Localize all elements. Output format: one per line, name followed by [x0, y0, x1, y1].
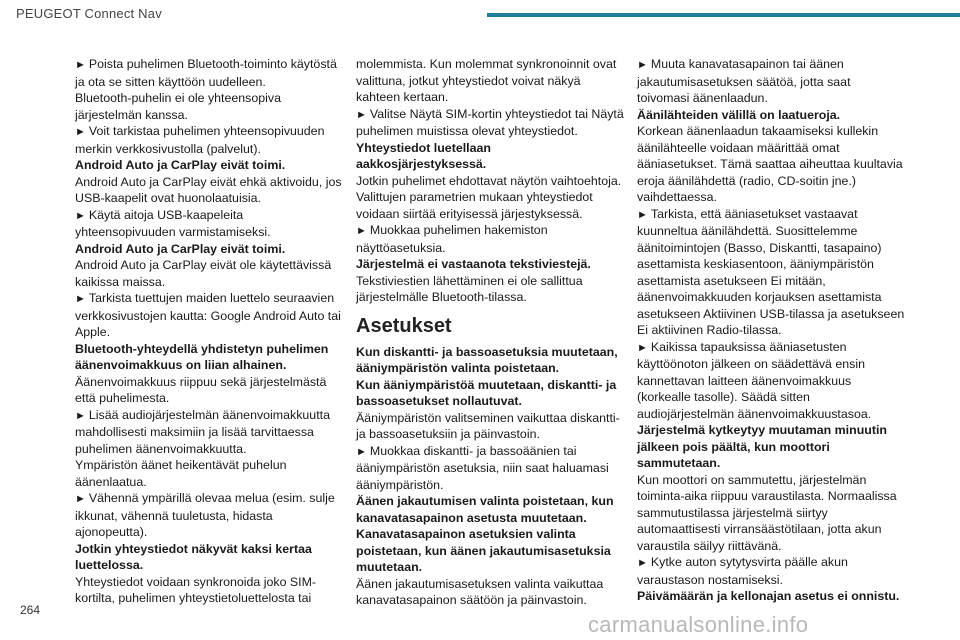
page-number: 264 [20, 603, 41, 617]
bullet-text: Voit tarkistaa puhelimen yhteensopivuuden merkin verkkosivustolla (palvelut). [75, 124, 325, 156]
bullet-paragraph [75, 207, 343, 241]
bullet-paragraph [637, 206, 905, 339]
bullet-text: Tarkista, että ääniasetukset vastaavat kuunneltua äänilähdettä. Suosittelemme äänitoimintojen (Basso, Diskantti, tasapaino) asettamista keskiasentoon, ääniympäristön asettamista asetukseen Ei mitään, äänenvoimakkuuden korjauksen asettamista asetukseen Aktiivinen USB-tilassa ja asetukseen Ei aktiivinen Radio-tilassa. [637, 206, 905, 337]
arrow-bullet-icon: ► [356, 445, 367, 458]
bullet-paragraph [356, 222, 624, 256]
bullet-paragraph [75, 123, 343, 157]
problem-heading: Järjestelmä ei vastaanota tekstiviestejä. [356, 257, 591, 271]
problem-heading: Kanavatasapainon asetuksien valinta poistetaan, kun äänen jakautumisasetuksia muutetaan. [356, 527, 611, 574]
arrow-bullet-icon: ► [356, 225, 367, 237]
arrow-bullet-icon: ► [75, 409, 86, 422]
body-paragraph: Android Auto ja CarPlay eivät ehkä aktivoidu, jos USB-kaapelit ovat huonolaatuisia. [75, 174, 342, 205]
arrow-bullet-icon: ► [637, 208, 648, 221]
problem-heading: Android Auto ja CarPlay eivät toimi. [75, 158, 286, 172]
problem-heading: Jotkin yhteystiedot näkyvät kaksi kertaa luettelossa. [75, 541, 312, 572]
bullet-paragraph [637, 554, 905, 588]
arrow-bullet-icon: ► [637, 59, 648, 71]
bullet-paragraph [356, 443, 624, 494]
bullet-text: Lisää audiojärjestelmän äänenvoimakkuutta mahdollisesti maksimiin ja lisää tarvittaessa puhelimen äänenvoimakkuutta. [75, 407, 330, 456]
body-paragraph: Android Auto ja CarPlay eivät ole käytettävissä kaikissa maissa. [75, 258, 332, 289]
bullet-text: Muuta kanavatasapainon tai äänen jakautumisasetuksen säätöä, jotta saat toivomasi äänenlaadun. [637, 57, 851, 105]
bullet-text: Muokkaa puhelimen hakemiston näyttöasetuksia. [356, 223, 548, 255]
problem-heading: Kun diskantti- ja bassoasetuksia muutetaan, ääniympäristön valinta poistetaan. [356, 344, 618, 375]
text-column-1 [75, 56, 343, 607]
body-paragraph: Korkean äänenlaadun takaamiseksi kullekin äänilähteelle voidaan määrittää omat ääniasetukset. Tämä saattaa aiheuttaa kuultavia eroja äänilähdettä (radio, CD-soitin jne.) vaihdettaessa. [637, 124, 903, 204]
arrow-bullet-icon: ► [75, 493, 86, 505]
body-paragraph: Ympäristön äänet heikentävät puhelun äänenlaatua. [75, 458, 287, 489]
body-paragraph: Bluetooth-puhelin ei ole yhteensopiva järjestelmän kanssa. [75, 91, 281, 122]
arrow-bullet-icon: ► [75, 59, 86, 71]
section-heading: Asetukset [356, 314, 452, 337]
bullet-text: Poista puhelimen Bluetooth-toiminto käytöstä ja ota se sitten käyttöön uudelleen. [75, 57, 337, 89]
arrow-bullet-icon: ► [637, 557, 648, 569]
bullet-text: Vähennä ympärillä olevaa melua (esim. sulje ikkunat, vähennä tuuletusta, hidasta ajonopeutta). [75, 491, 335, 539]
body-paragraph: molemmista. Kun molemmat synkronoinnit ovat valittuna, jotkut yhteystiedot voivat näkyä kahteen kertaan. [356, 57, 617, 104]
watermark: carmanualsonline.info [588, 612, 809, 637]
problem-heading: Äänen jakautumisen valinta poistetaan, kun kanavatasapainon asetusta muutetaan. [356, 494, 614, 525]
arrow-bullet-icon: ► [637, 341, 648, 354]
header-accent-bar [487, 13, 960, 17]
bullet-paragraph [75, 407, 343, 458]
problem-heading: Päivämäärän ja kellonajan asetus ei onnistu. [637, 589, 900, 603]
header-title: PEUGEOT Connect Nav [16, 6, 162, 21]
bullet-paragraph [637, 339, 905, 423]
arrow-bullet-icon: ► [75, 126, 86, 138]
bullet-text: Kytke auton sytytysvirta päälle akun varaustason nostamiseksi. [637, 555, 848, 587]
body-paragraph: Äänen jakautumisasetuksen valinta vaikuttaa kanavatasapainon säätöön ja päinvastoin. [356, 576, 604, 607]
body-paragraph: Kun moottori on sammutettu, järjestelmän toiminta-aika riippuu varaustilasta. Normaalissa sammutustilassa järjestelmä siirtyy automaattisesti virransäästötilaan, jotta akun varaustila säilyy riittävänä. [637, 472, 897, 553]
bullet-text: Tarkista tuettujen maiden luettelo seuraavien verkkosivustojen kautta: Google Android Auto tai Apple. [75, 291, 341, 339]
bullet-paragraph [75, 290, 343, 341]
arrow-bullet-icon: ► [75, 293, 86, 305]
arrow-bullet-icon: ► [75, 209, 86, 222]
body-paragraph: Ääniympäristön valitseminen vaikuttaa diskantti- ja bassoasetuksiin ja päinvastoin. [356, 410, 620, 441]
bullet-text: Valitse Näytä SIM-kortin yhteystiedot tai Näytä puhelimen muistissa olevat yhteystiedot. [356, 106, 624, 138]
bullet-paragraph [637, 56, 905, 107]
problem-heading: Äänilähteiden välillä on laatueroja. [637, 107, 841, 122]
problem-heading: Bluetooth-yhteydellä yhdistetyn puhelimen äänenvoimakkuus on liian alhainen. [75, 341, 329, 372]
body-paragraph: Yhteystiedot voidaan synkronoida joko SIM-kortilta, puhelimen yhteystietoluettelosta tai [75, 574, 317, 605]
bullet-text: Muokkaa diskantti- ja bassoäänien tai ääniympäristön asetuksia, niin saat haluamasi ääniympäristön. [356, 443, 609, 492]
text-column-2 [356, 56, 624, 609]
bullet-text: Käytä aitoja USB-kaapeleita yhteensopivuuden varmistamiseksi. [75, 207, 271, 239]
arrow-bullet-icon: ► [356, 108, 367, 121]
body-paragraph: Tekstiviestien lähettäminen ei ole sallittua järjestelmälle Bluetooth-tilassa. [356, 273, 583, 304]
problem-heading: Yhteystiedot luetellaan aakkosjärjestyksessä. [356, 140, 491, 171]
bullet-paragraph [356, 106, 624, 140]
problem-heading: Android Auto ja CarPlay eivät toimi. [75, 241, 286, 256]
bullet-text: Kaikissa tapauksissa ääniasetusten käyttöönoton jälkeen on säädettävä ensin kannettavan laitteen äänenvoimakkuus (korkealle tasolle). Säädä sitten audiojärjestelmän äänenvoimakkuustasoa. [637, 339, 872, 421]
bullet-paragraph [75, 56, 343, 90]
body-paragraph: Jotkin puhelimet ehdottavat näytön vaihtoehtoja. Valittujen parametrien mukaan yhteystiedot voidaan siirtää erityisessä järjestyksessä. [356, 173, 622, 221]
bullet-paragraph [75, 490, 343, 541]
body-paragraph: Äänenvoimakkuus riippuu sekä järjestelmästä että puhelimesta. [75, 374, 327, 405]
text-column-3 [637, 56, 905, 605]
problem-heading: Kun ääniympäristöä muutetaan, diskantti- ja bassoasetukset nollautuvat. [356, 377, 617, 408]
problem-heading: Järjestelmä kytkeytyy muutaman minuutin jälkeen pois päältä, kun moottori sammutetaan. [637, 423, 887, 470]
